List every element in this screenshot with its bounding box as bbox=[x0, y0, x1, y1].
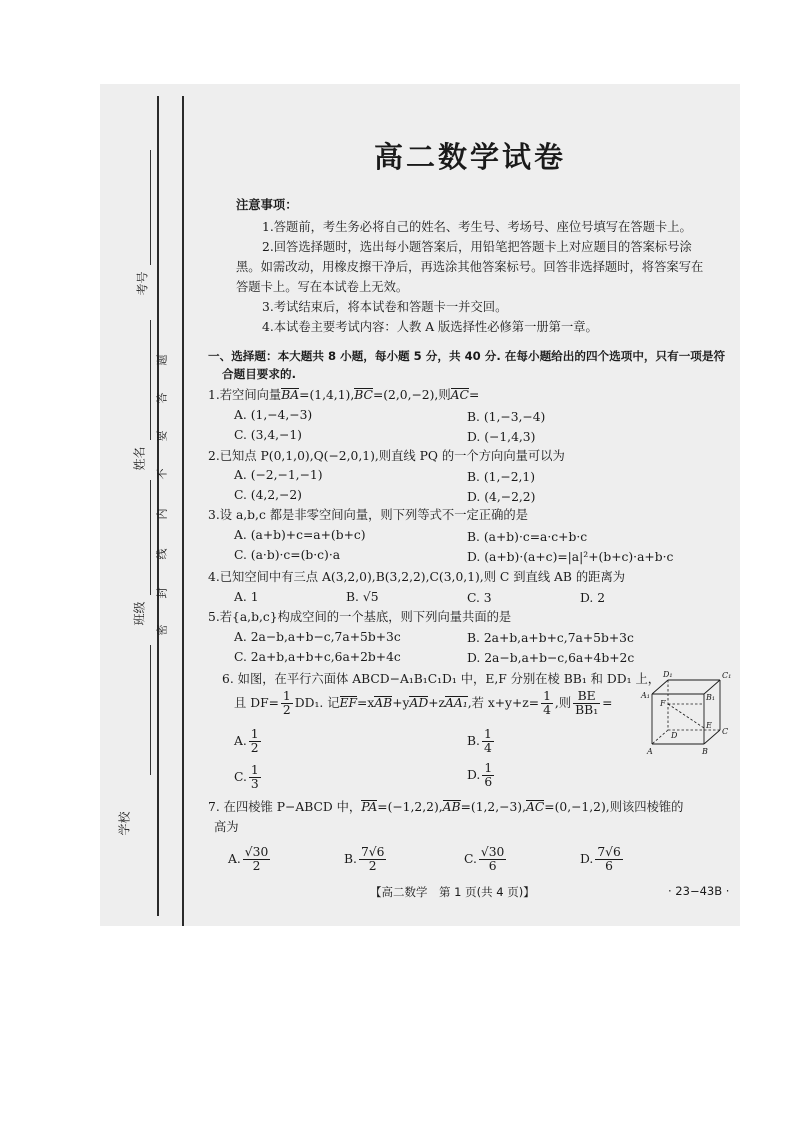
q4-stem: 4.已知空间中有三点 A(3,2,0),B(3,2,2),C(3,0,1),则 C 到直线 AB 的距离为 bbox=[208, 570, 626, 584]
q1-stem: 1.若空间向量BA=(1,4,1),BC=(2,0,−2),则AC= bbox=[208, 388, 480, 402]
q1-option-c: C. (3,4,−1) bbox=[234, 428, 302, 442]
q7-stem-line1: 7. 在四棱锥 P−ABCD 中，PA=(−1,2,2),AB=(1,2,−3),AC=(0,−1,2),则该四棱锥的 bbox=[208, 800, 684, 814]
vector-bc: BC bbox=[354, 388, 373, 402]
vector-pa: PA bbox=[361, 800, 378, 814]
name-line bbox=[150, 320, 151, 440]
exam-no-label: 考号 bbox=[135, 271, 150, 296]
q4-option-b: B. √5 bbox=[346, 590, 379, 604]
q1-option-a: A. (1,−4,−3) bbox=[234, 408, 313, 422]
vector-ba: BA bbox=[281, 388, 300, 402]
q2-option-d: D. (4,−2,2) bbox=[467, 490, 536, 504]
q3-option-b: B. (a+b)·c=a·c+b·c bbox=[467, 530, 588, 544]
q7-stem-line2: 高为 bbox=[214, 820, 239, 834]
notice-line-2: 2.回答选择题时，选出每小题答案后，用铅笔把答题卡上对应题目的答案标号涂 bbox=[262, 240, 692, 254]
page-title: 高二数学试卷 bbox=[373, 140, 566, 174]
section-heading-1: 一、选择题：本大题共 8 小题，每小题 5 分，共 40 分. 在每小题给出的四个选项中，只有一项是符 bbox=[208, 349, 726, 363]
q5-option-c: C. 2a+b,a+b+c,6a+2b+4c bbox=[234, 650, 401, 664]
fig-label-e: E bbox=[706, 721, 712, 730]
q2-option-b: B. (1,−2,1) bbox=[467, 470, 536, 484]
q6-stem-line1: 6. 如图，在平行六面体 ABCD−A₁B₁C₁D₁ 中，E,F 分别在棱 BB₁ 和 DD₁ 上， bbox=[222, 672, 661, 686]
q5-option-d: D. 2a−b,a+b−c,6a+4b+2c bbox=[467, 651, 635, 665]
q4-option-d: D. 2 bbox=[580, 591, 606, 605]
seal-char-3: 要 bbox=[155, 430, 169, 442]
seal-char-4: 不 bbox=[155, 468, 169, 480]
binding-line-right bbox=[182, 96, 184, 926]
seal-char-7: 封 bbox=[155, 587, 169, 599]
q3-option-c: C. (a·b)·c=(b·c)·a bbox=[234, 548, 341, 562]
notice-line-3: 黑。如需改动，用橡皮擦干净后，再选涂其他答案标号。回答非选择题时，将答案写在 bbox=[236, 260, 704, 274]
notice-line-1: 1.答题前，考生务必将自己的姓名、考生号、考场号、座位号填写在答题卡上。 bbox=[262, 220, 692, 234]
fig-label-b: B bbox=[702, 747, 708, 756]
q4-option-a: A. 1 bbox=[234, 590, 259, 604]
class-line bbox=[150, 480, 151, 595]
q7-option-a: A. $\frac{√30}{2}$ bbox=[228, 845, 269, 873]
class-line-lower bbox=[150, 645, 151, 775]
vector-ad: AD bbox=[409, 696, 429, 710]
fig-label-c1: C₁ bbox=[722, 671, 732, 680]
class-label: 班级 bbox=[132, 601, 147, 626]
q4-option-c: C. 3 bbox=[467, 591, 492, 605]
notice-line-5: 3.考试结束后，将本试卷和答题卡一并交回。 bbox=[262, 300, 508, 314]
q3-stem: 3.设 a,b,c 都是非零空间向量，则下列等式不一定正确的是 bbox=[208, 508, 528, 522]
fig-label-a1: A₁ bbox=[641, 691, 650, 700]
page-footer: 【高二数学 第 1 页(共 4 页)】 bbox=[370, 885, 535, 899]
fig-label-f: F bbox=[660, 699, 666, 708]
q5-stem: 5.若{a,b,c}构成空间的一个基底，则下列向量共面的是 bbox=[208, 610, 512, 624]
frac-be-bb1: $\frac{BE}{\text{BB₁}}$ bbox=[575, 689, 599, 717]
q2-option-c: C. (4,2,−2) bbox=[234, 488, 302, 502]
q6-stem-line2: 且 DF= $\frac{1}{2}$ DD₁. 记EF=xAB+yAD+zAA₁,若 x+y+z= $\frac{1}{4}$ ,则 $\frac{BE}{\text{BB₁}}$ = bbox=[234, 689, 613, 717]
q6-option-b: B. $\frac{1}{4}$ bbox=[467, 727, 492, 755]
seal-char-6: 线 bbox=[155, 548, 169, 560]
vector-ab-q7: AB bbox=[442, 800, 461, 814]
seal-char-1: 题 bbox=[155, 354, 169, 366]
q6-option-d: D. $\frac{1}{6}$ bbox=[467, 761, 493, 789]
q1-option-b: B. (1,−3,−4) bbox=[467, 410, 546, 424]
q7-option-c: C. $\frac{√30}{6}$ bbox=[464, 845, 505, 873]
vector-ab: AB bbox=[374, 696, 393, 710]
fig-label-d: D bbox=[671, 731, 678, 740]
notice-line-4: 答题卡上。写在本试卷上无效。 bbox=[236, 280, 409, 294]
q3-option-a: A. (a+b)+c=a+(b+c) bbox=[234, 528, 366, 542]
frac-one-half: $\frac{1}{2}$ bbox=[282, 689, 291, 717]
section-heading-2: 合题目要求的. bbox=[222, 367, 296, 381]
q7-option-b: B. $\frac{7√6}{2}$ bbox=[344, 845, 385, 873]
exam-code: · 23−43B · bbox=[668, 884, 730, 898]
binding-line-left bbox=[157, 96, 159, 916]
q5-option-a: A. 2a−b,a+b−c,7a+5b+3c bbox=[234, 630, 401, 644]
parallelepiped-figure bbox=[640, 668, 740, 760]
notice-heading: 注意事项： bbox=[236, 198, 298, 212]
q6-option-c: C. $\frac{1}{3}$ bbox=[234, 763, 259, 791]
fig-label-d1: D₁ bbox=[663, 670, 673, 679]
school-label: 学校 bbox=[117, 811, 132, 836]
fig-label-b1: B₁ bbox=[706, 693, 716, 702]
fig-label-c: C bbox=[722, 727, 729, 736]
q2-option-a: A. (−2,−1,−1) bbox=[234, 468, 323, 482]
name-label: 姓名 bbox=[132, 446, 147, 471]
q2-stem: 2.已知点 P(0,1,0),Q(−2,0,1),则直线 PQ 的一个方向向量可以为 bbox=[208, 449, 565, 463]
exam-no-line bbox=[150, 150, 151, 265]
seal-char-2: 答 bbox=[155, 392, 169, 404]
fig-label-a: A bbox=[647, 747, 653, 756]
vector-aa1: AA₁ bbox=[445, 696, 468, 710]
vector-ac: AC bbox=[450, 388, 469, 402]
seal-char-5: 内 bbox=[155, 508, 169, 520]
q6-option-a: A. $\frac{1}{2}$ bbox=[234, 727, 259, 755]
q1-option-d: D. (−1,4,3) bbox=[467, 430, 536, 444]
q7-option-d: D. $\frac{7√6}{6}$ bbox=[580, 845, 621, 873]
vector-ac-q7: AC bbox=[526, 800, 545, 814]
frac-one-quarter: $\frac{1}{4}$ bbox=[543, 689, 551, 717]
q3-option-d: D. (a+b)·(a+c)=|a|²+(b+c)·a+b·c bbox=[467, 550, 674, 564]
notice-line-6: 4.本试卷主要考试内容：人教 A 版选择性必修第一册第一章。 bbox=[262, 320, 598, 334]
q5-option-b: B. 2a+b,a+b+c,7a+5b+3c bbox=[467, 631, 634, 645]
seal-char-8: 密 bbox=[155, 624, 169, 636]
vector-ef: EF bbox=[339, 696, 358, 710]
